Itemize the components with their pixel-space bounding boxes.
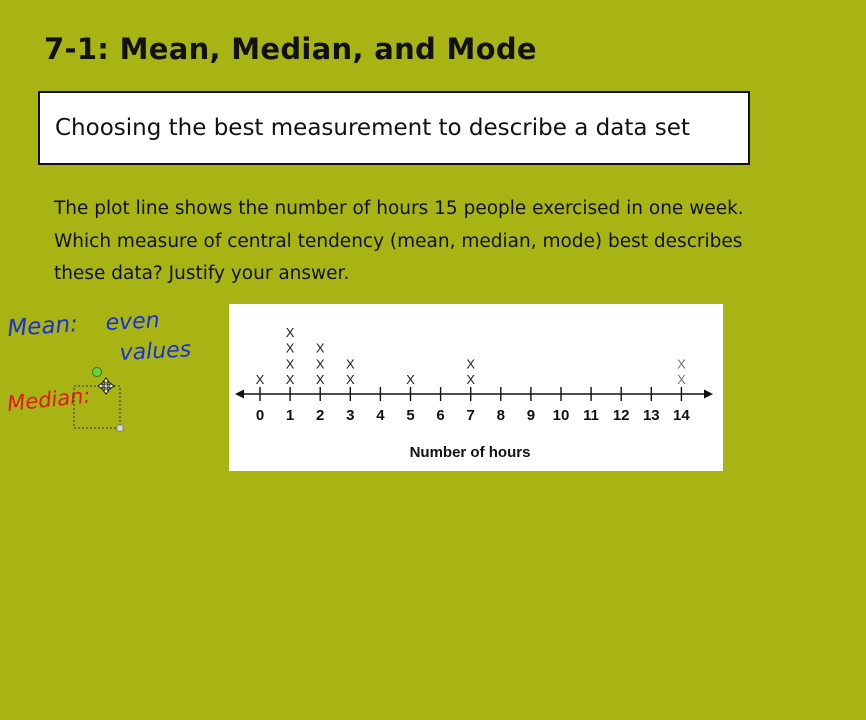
data-mark-7-2: X [466, 356, 476, 372]
tick-label-3: 3 [346, 407, 355, 424]
tick-label-10: 10 [552, 407, 570, 424]
tick-label-8: 8 [496, 407, 505, 424]
data-mark-14-2: X [677, 356, 686, 372]
data-mark-0-1: X [255, 372, 265, 387]
data-mark-5-1: X [406, 372, 415, 387]
data-mark-2-3: X [315, 340, 325, 356]
data-mark-1-2: X [285, 356, 295, 372]
tick-label-0: 0 [255, 407, 265, 424]
data-marks [256, 325, 686, 387]
tick-label-2: 2 [316, 407, 325, 424]
tick-label-6: 6 [436, 407, 445, 424]
axis-tick-labels [256, 407, 691, 424]
data-mark-2-1: X [315, 372, 325, 387]
subtitle-text: Choosing the best measurement to describe a data set [55, 115, 690, 141]
rotate-handle[interactable] [93, 368, 102, 377]
line-plot-chart [229, 304, 723, 471]
tick-label-14: 14 [673, 407, 690, 424]
mean-note-line1: even [105, 308, 161, 336]
tick-label-11: 11 [583, 407, 600, 424]
move-cursor-icon [98, 378, 114, 394]
tick-label-9: 9 [526, 407, 536, 424]
x-axis-label: Number of hours [409, 444, 531, 461]
axis-arrow-left [235, 390, 244, 399]
data-mark-2-2: X [315, 356, 325, 372]
median-handwritten-label: Median: [6, 383, 92, 416]
axis-arrow-right [704, 390, 713, 399]
data-mark-1-1: X [285, 372, 295, 387]
tick-label-12: 12 [612, 407, 630, 424]
mean-note-line2: values [119, 337, 192, 366]
question-prompt: The plot line shows the number of hours 15 people exercised in one week. Which measure of central tendency (mean, median, mode) best describes these data? Justify your answer. [54, 198, 744, 284]
resize-handle[interactable] [117, 425, 123, 431]
tick-label-7: 7 [466, 407, 475, 424]
tick-label-4: 4 [376, 407, 385, 424]
tick-label-5: 5 [406, 407, 415, 424]
data-mark-14-1: X [677, 372, 686, 387]
mean-handwritten-label: Mean: [6, 311, 79, 342]
ink-selection-frame[interactable] [74, 386, 120, 428]
data-mark-3-2: X [345, 356, 355, 372]
data-mark-7-1: X [466, 372, 476, 387]
data-mark-1-4: X [285, 324, 295, 340]
tick-label-13: 13 [642, 407, 660, 424]
subtitle-box [38, 91, 750, 165]
line-plot-panel [229, 304, 723, 471]
slide-title: 7-1: Mean, Median, and Mode [44, 32, 537, 66]
data-mark-1-3: X [285, 340, 295, 356]
data-mark-3-1: X [345, 372, 355, 387]
tick-label-1: 1 [285, 407, 295, 424]
